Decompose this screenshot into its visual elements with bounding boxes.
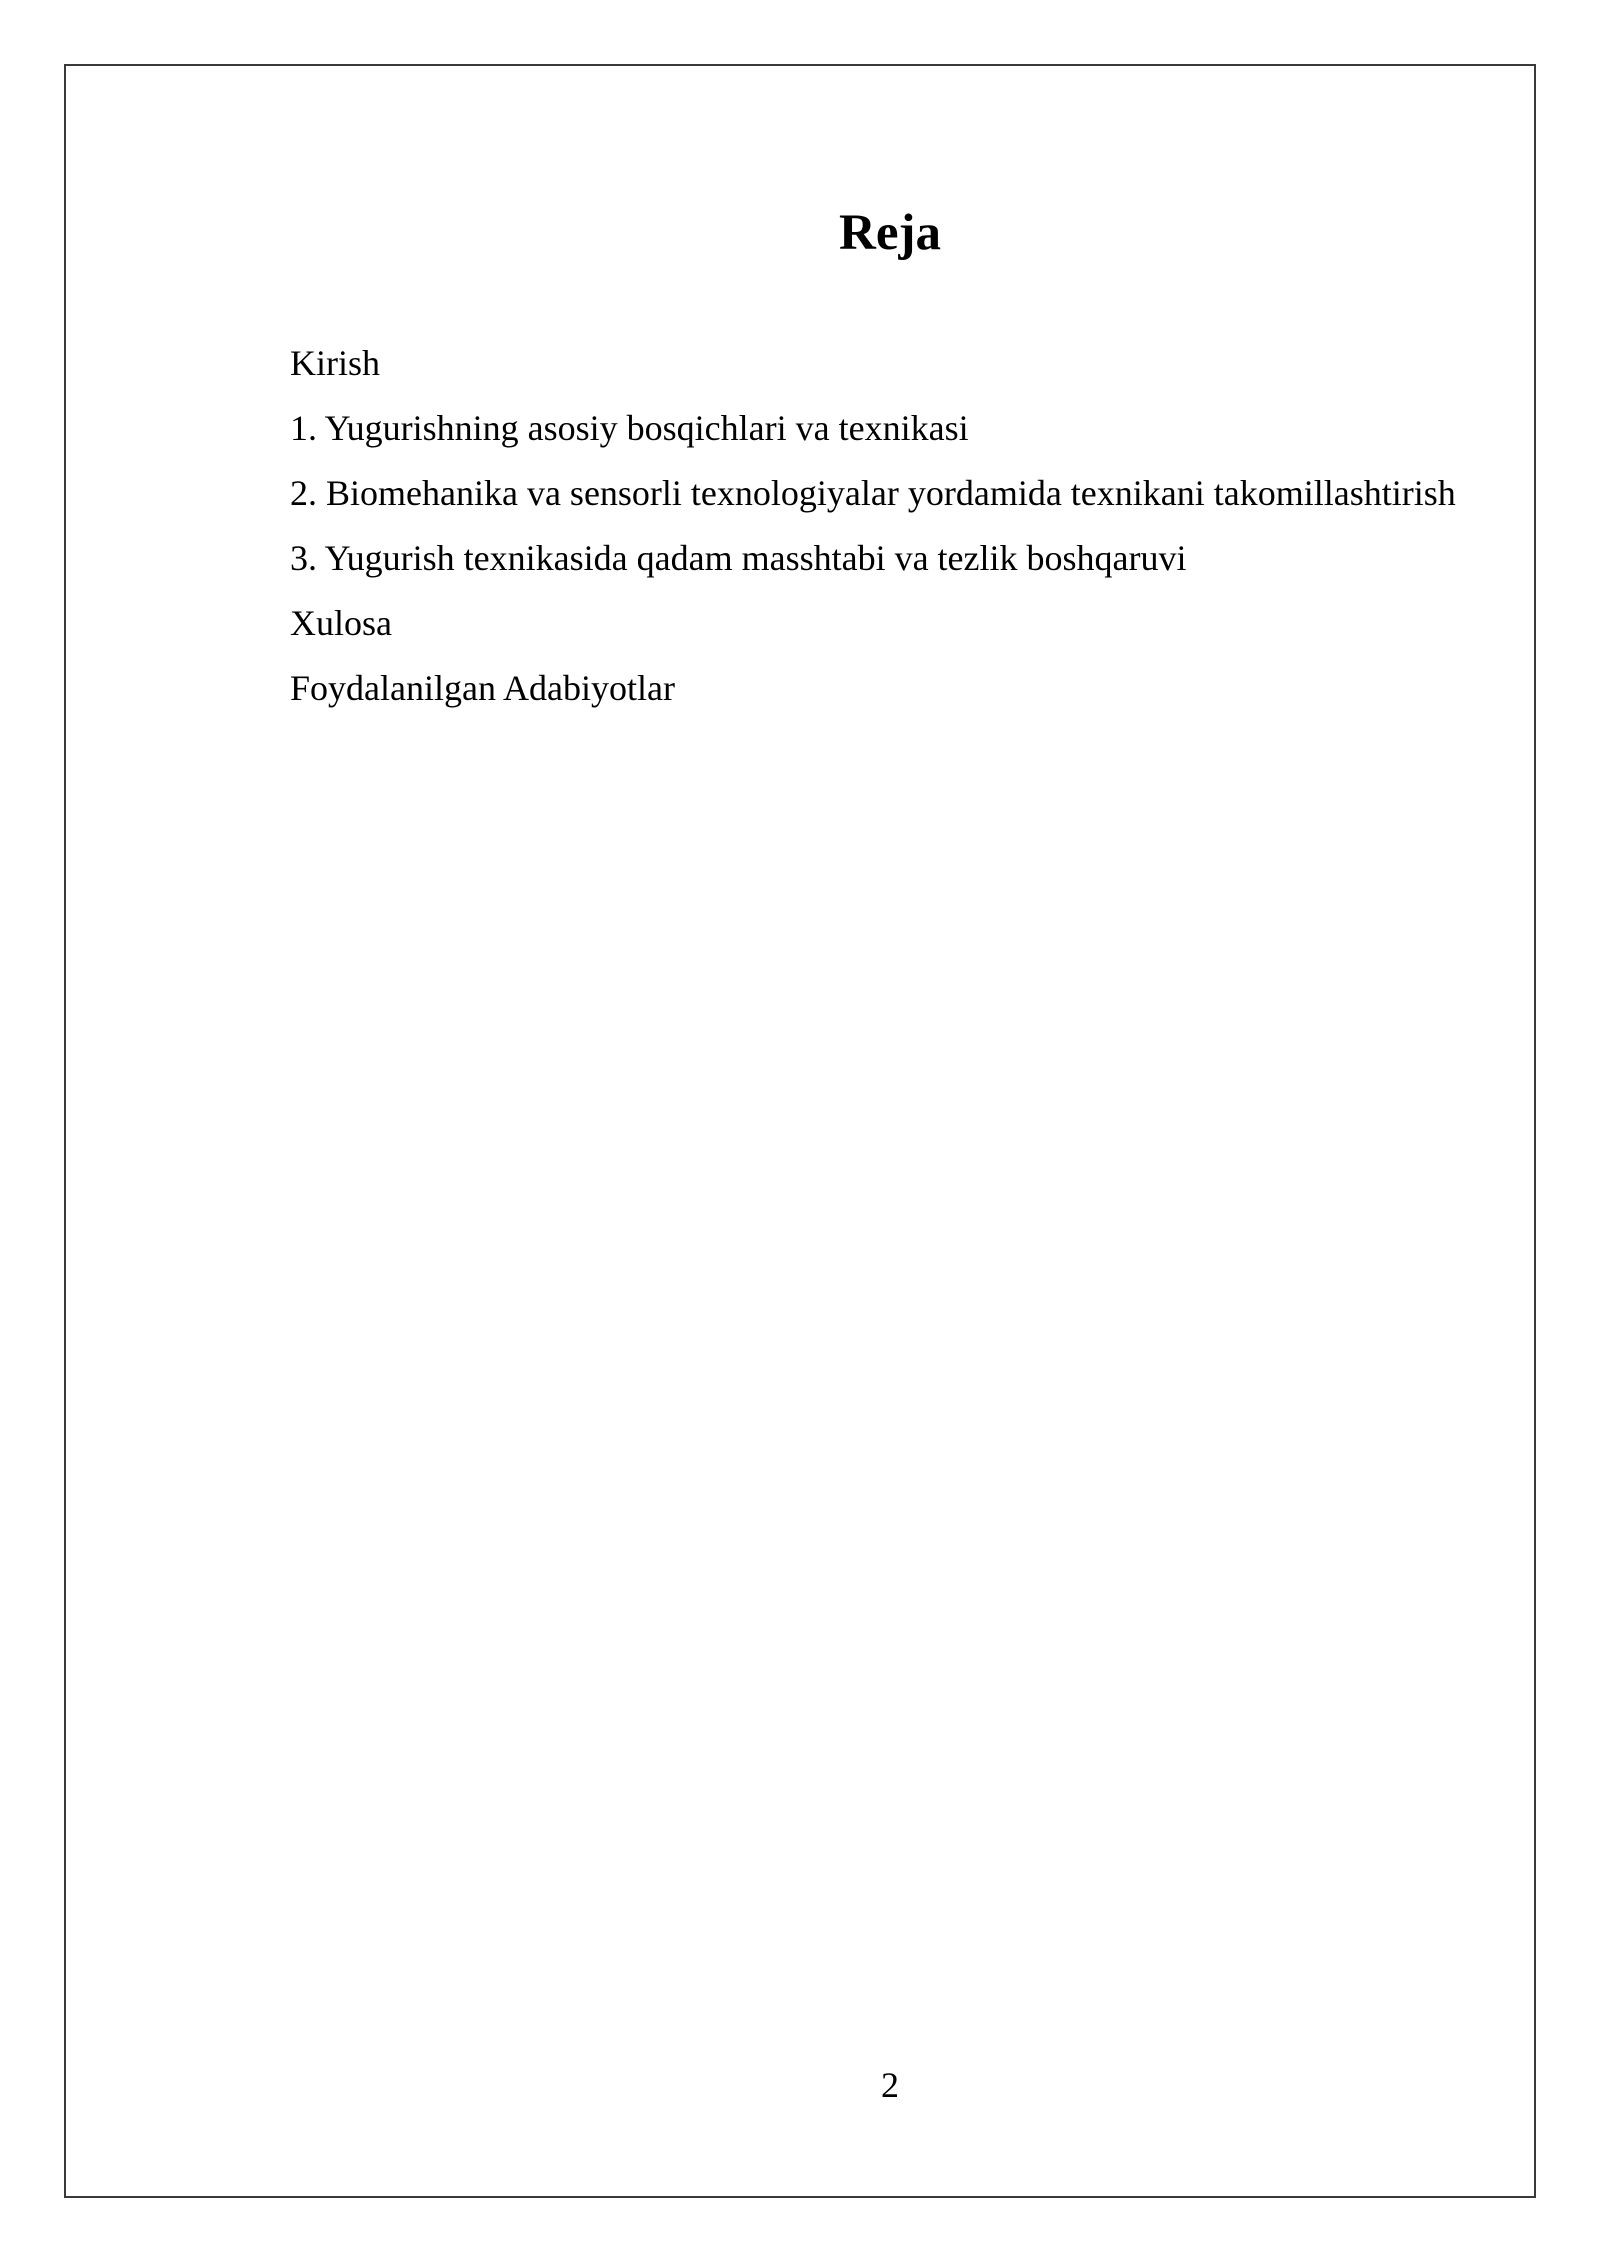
toc-item-section-2: 2. Biomehanika va sensorli texnologiyalar yordamida texnikani takomillashtirish [290, 473, 1456, 513]
table-of-contents [228, 331, 1488, 721]
toc-item-introduction: Kirish [290, 343, 380, 383]
toc-item-section-1: 1. Yugurishning asosiy bosqichlari va texnikasi [290, 408, 969, 448]
page-title: Reja [839, 205, 941, 261]
toc-item-references: Foydalanilgan Adabiyotlar [290, 668, 675, 708]
toc-item-section-3: 3. Yugurish texnikasida qadam masshtabi va tezlik boshqaruvi [290, 538, 1187, 578]
page-number: 2 [881, 2065, 899, 2105]
toc-item-conclusion: Xulosa [290, 603, 392, 643]
